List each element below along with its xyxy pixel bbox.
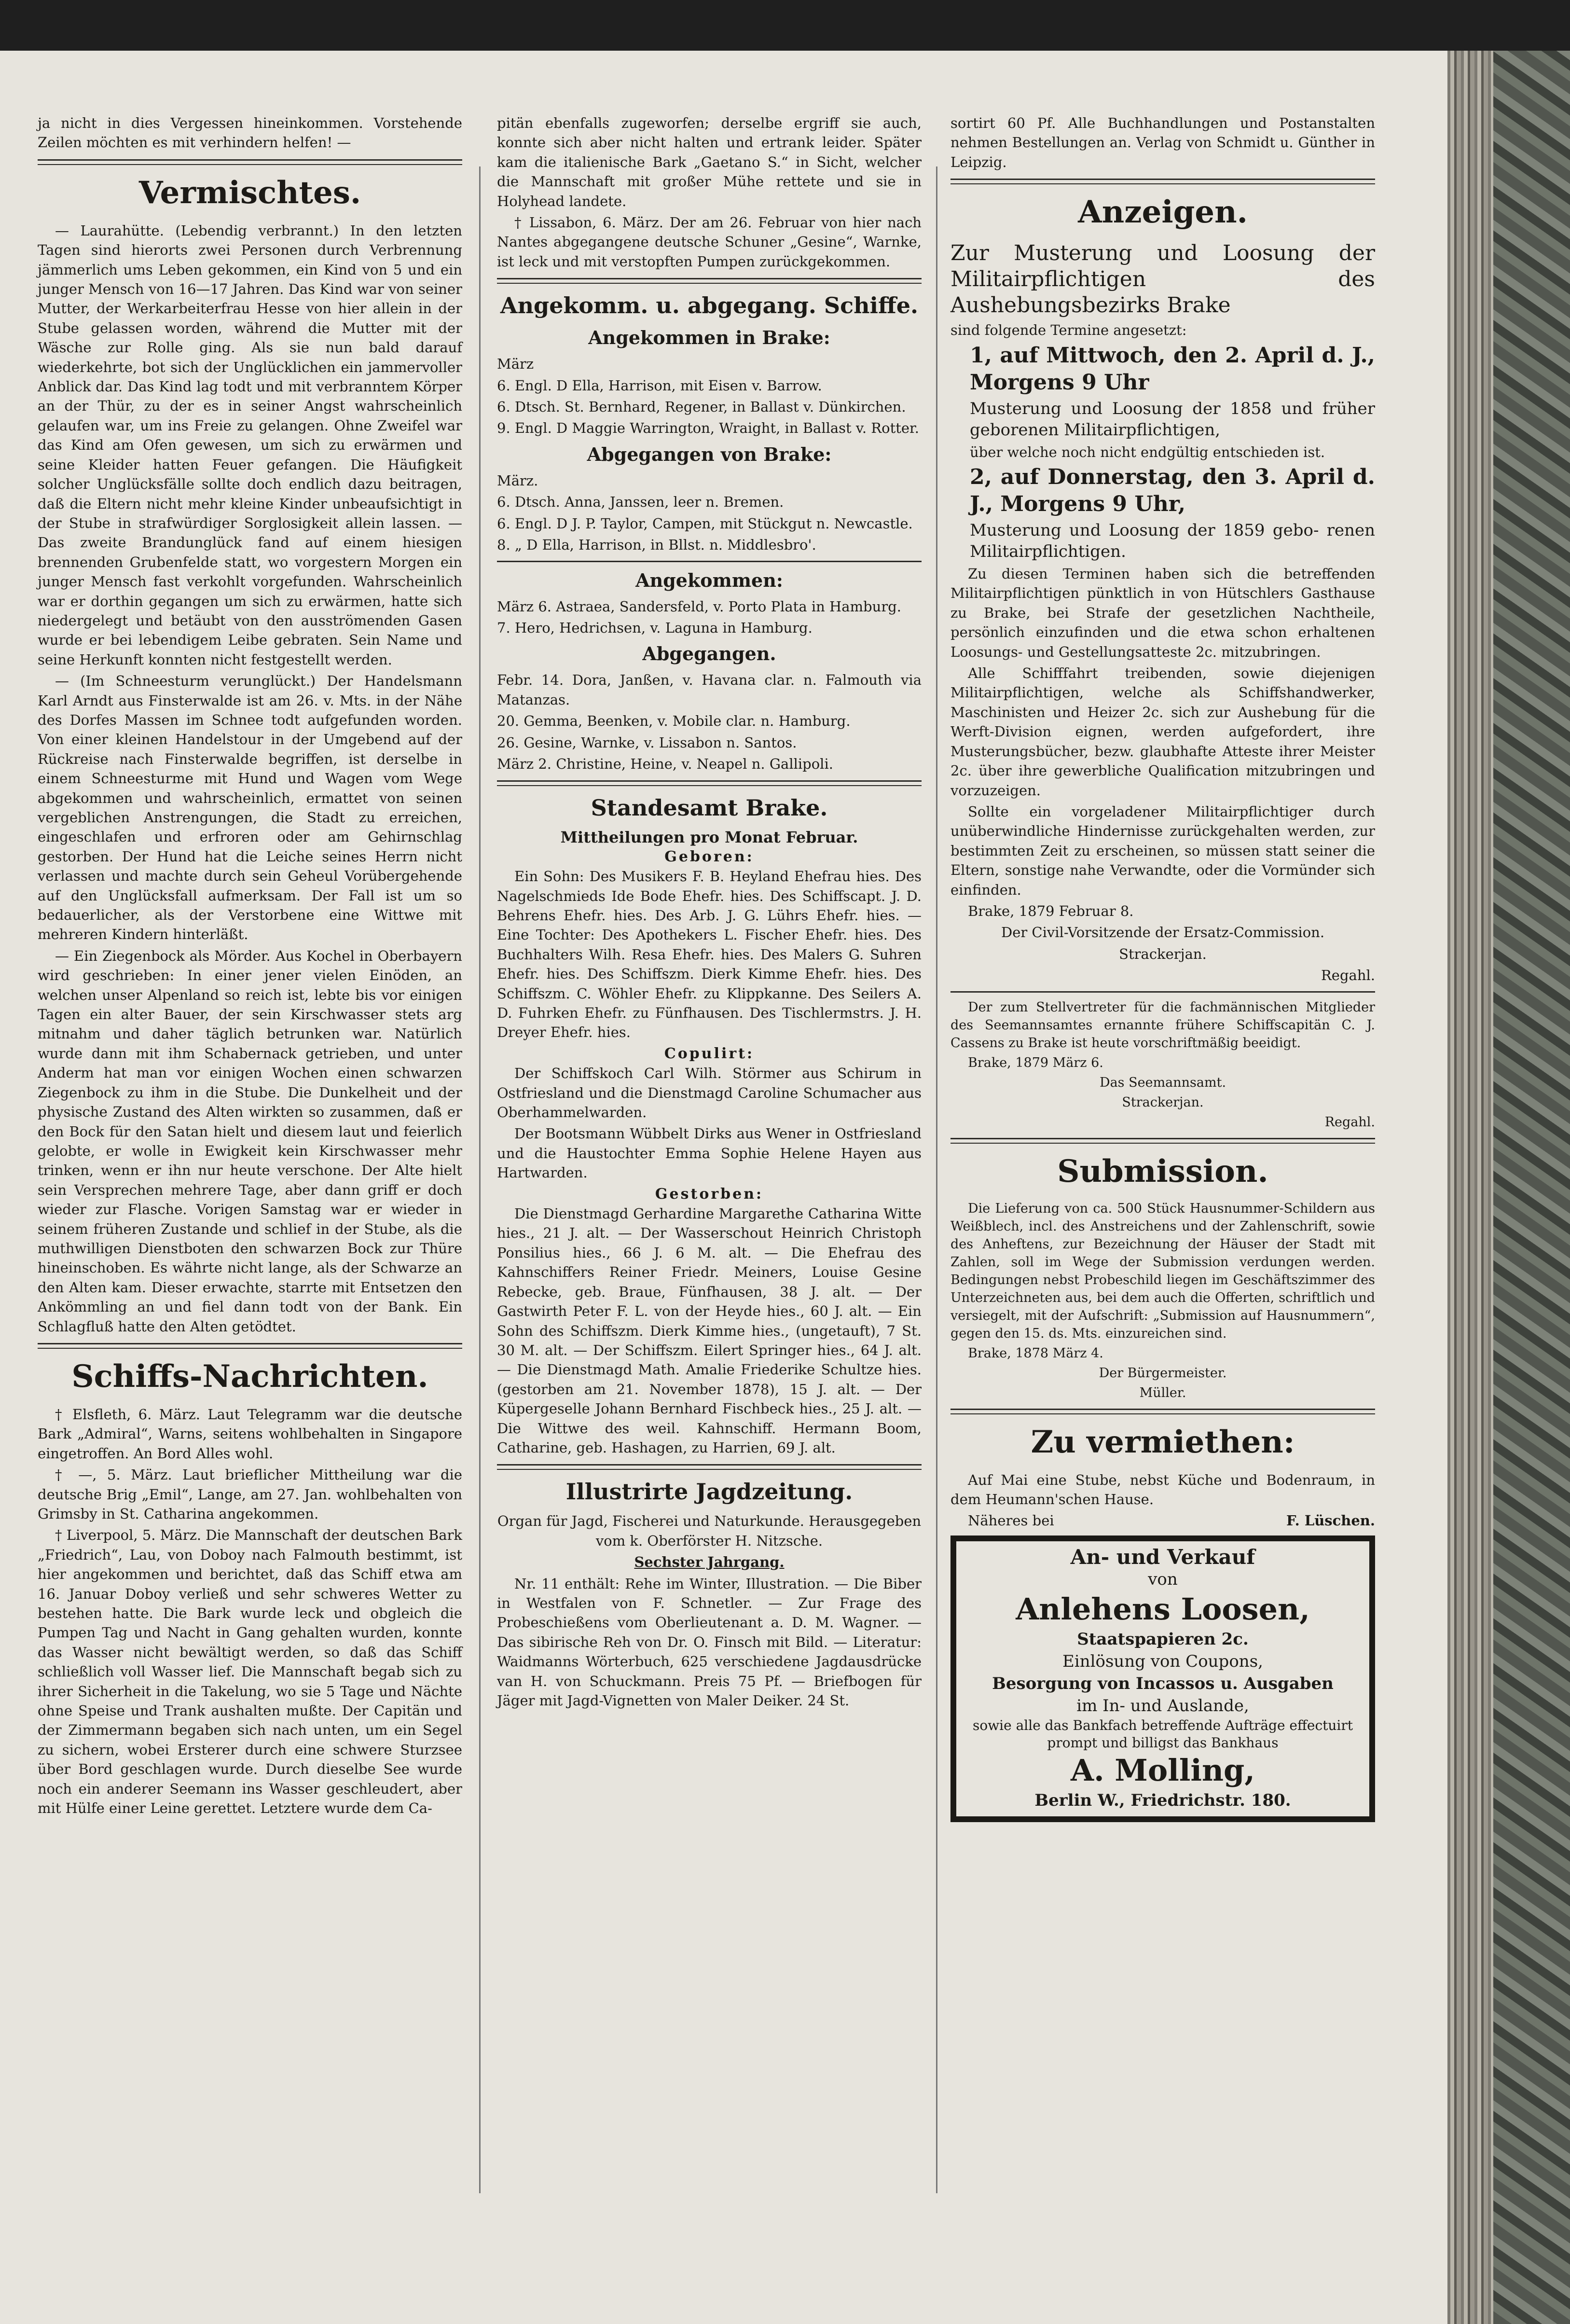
sub-heading: Mittheilungen pro Monat Februar. <box>560 828 858 847</box>
section-heading: Submission. <box>1057 1153 1268 1190</box>
paragraph: Sollte ein vorgeladener Militairpflichtiger durch unüberwindliche Hindernisse zurückgehalten werden, zur bestimmten Zeit zu erscheinen, so müssen statt seiner die Eltern, sonstige nahe Verwandte, oder die Vormünder sich einfinden. <box>950 803 1375 898</box>
divider <box>497 780 922 786</box>
paragraph: sind folgende Termine angesetzt: <box>950 322 1187 339</box>
paragraph: Musterung und Loosung der 1858 und früher geborenen Militairpflichtigen, <box>970 399 1375 440</box>
section-heading: Schiffs-Nachrichten. <box>71 1358 428 1395</box>
paragraph: Sechster Jahrgang. <box>634 1554 785 1571</box>
signature: Strackerjan. <box>1122 1094 1204 1110</box>
contact-label: Näheres bei <box>968 1512 1054 1529</box>
paragraph: Auf Mai eine Stube, nebst Küche und Bodenraum, in dem Heumann'schen Hause. <box>950 1471 1375 1508</box>
sub-heading: Copulirt: <box>664 1045 755 1062</box>
ship-entry: 26. Gesine, Warnke, v. Lissabon n. Santos. <box>497 734 797 751</box>
ad-line: An- und Verkauf <box>1070 1545 1255 1569</box>
signature: Regahl. <box>1321 967 1375 984</box>
paragraph: sortirt 60 Pf. Alle Buchhandlungen und Postanstalten nehmen Bestellungen an. Verlag von Schmidt u. Günther in Leipzig. <box>950 115 1375 170</box>
paragraph: Der Civil-Vorsitzende der Ersatz-Commission. <box>1001 924 1325 941</box>
section-heading: Illustrirte Jagdzeitung. <box>565 1479 853 1505</box>
ship-entry: 6. Engl. D Ella, Harrison, mit Eisen v. Barrow. <box>497 377 822 394</box>
divider <box>497 1464 922 1470</box>
paragraph: über welche noch nicht endgültig entschieden ist. <box>970 443 1325 460</box>
paragraph: Organ für Jagd, Fischerei und Naturkunde. Herausgegeben vom k. Oberförster H. Nitzsche. <box>497 1513 922 1549</box>
ad-address: Berlin W., Friedrichstr. 180. <box>1034 1790 1291 1810</box>
ship-entry: 7. Hero, Hedrichsen, v. Laguna in Hamburg. <box>497 619 813 636</box>
ad-line: von <box>1148 1569 1178 1589</box>
ship-entry: März 2. Christine, Heine, v. Neapel n. Gallipoli. <box>497 755 833 772</box>
ship-entry: März 6. Astraea, Sandersfeld, v. Porto Plata in Hamburg. <box>497 598 901 615</box>
paragraph: Musterung und Loosung der 1859 gebo- renen Militairpflichtigen. <box>970 521 1375 562</box>
paragraph: Der Bürgermeister. <box>1099 1365 1227 1381</box>
date-entry: 2, auf Donnerstag, den 3. April d. J., Morgens 9 Uhr, <box>970 465 1375 517</box>
ship-entry: 8. „ D Ella, Harrison, in Bllst. n. Middlesbro'. <box>497 537 816 553</box>
ad-line: Staatspapieren 2c. <box>1077 1629 1249 1649</box>
column-divider-1 <box>479 166 481 2193</box>
paragraph: Brake, 1879 März 6. <box>968 1055 1103 1070</box>
section-heading: Anzeigen. <box>1078 194 1248 231</box>
ship-entry: 9. Engl. D Maggie Warrington, Wraight, in Ballast v. Rotter. <box>497 420 919 437</box>
sub-heading: Angekommen in Brake: <box>588 327 830 349</box>
signature: Müller. <box>1139 1385 1186 1400</box>
date-entry: 1, auf Mittwoch, den 2. April d. J., Morgens 9 Uhr <box>970 343 1375 395</box>
divider <box>497 561 922 562</box>
ship-entry: 6. Dtsch. Anna, Janssen, leer n. Bremen. <box>497 494 784 511</box>
sub-heading: Abgegangen. <box>642 643 776 665</box>
paragraph: Ein Sohn: Des Musikers F. B. Heyland Ehefrau hies. Des Nagelschmieds Ide Bode Ehefr. hies. Des Schiffscapt. J. D. Behrens Ehefr. hies. Des Arb. J. G. Lührs Ehefr. hies. — Eine Tochter: Des Apothekers L. Fischer Ehefr. hies. Des Buchhalters Wilh. Resa Ehefr. hies. Des Malers G. Suhren Ehefr. hies. Des Schiffszm. Dierk Kimme Ehefr. hies. Des Schiffszm. C. Wöhler Ehefr. zu Klippkanne. Des Seilers A. D. Fuhrken Ehefr. zu Fünfhausen. Des Tischlermstrs. J. H. Dreyer Ehefr. hies. <box>497 868 922 1041</box>
paragraph: ja nicht in dies Vergessen hineinkommen. Vorstehende Zeilen möchten es mit verhindern helfen! — <box>38 115 462 151</box>
signature: Regahl. <box>1324 1114 1375 1130</box>
paragraph: † Elsfleth, 6. März. Laut Telegramm war die deutsche Bark „Admiral“, Warns, seitens wohlbehalten in Singapore eingetroffen. An Bord Alles wohl. <box>38 1406 462 1462</box>
divider <box>950 1409 1375 1414</box>
ship-entry: Febr. 14. Dora, Janßen, v. Havana clar. n. Falmouth via Matanzas. <box>497 672 922 708</box>
contact-name: F. Lüschen. <box>1286 1512 1375 1529</box>
paragraph: † Liverpool, 5. März. Die Mannschaft der deutschen Bark „Friedrich“, Lau, von Doboy nach Falmouth bestimmt, ist hier angekommen und berichtet, daß das Schiff etwa am 16. Januar Doboy verließ und sehr schweres Wetter zu bestehen hatte. Die Bark wurde leck und obgleich die Pumpen Tag und Nacht in Gang gehalten wurden, konnte das Wasser nicht bewältigt werden, so daß das Schiff schließlich voll Wasser lief. Die Mannschaft begab sich zu ihrer Sicherheit in die Takelung, wo sie 5 Tage und Nächte ohne Speise und Trank aushalten mußte. Der Capitän und der Zimmermann begaben sich nach unten, um ein Segel zu sichern, wobei Ersterer durch eine schwere Sturzsee über Bord geschlagen wurde. Durch dieselbe See wurde noch ein anderer Seemann ins Wasser geschleudert, aber mit Hülfe einer Leine gerettet. Letztere wurde dem Ca- <box>38 1527 463 1817</box>
paragraph: † —, 5. März. Laut brieflicher Mittheilung war die deutsche Brig „Emil“, Lange, am 27. Jan. wohlbehalten von Grimsby in St. Catharina angekommen. <box>38 1466 462 1522</box>
ad-line: Einlösung von Coupons, <box>1062 1651 1263 1671</box>
paragraph: Nr. 11 enthält: Rehe im Winter, Illustration. — Die Biber in Westfalen von F. Schnetler. — Zur Frage des Probeschießens vom Oberlieutenant a. D. M. Wagner. — Das sibirische Reh von Dr. O. Finsch mit Bild. — Literatur: Waidmanns Wörterbuch, 625 verschiedene Jagdausdrücke van H. von Schuckmann. Preis 75 Pf. — Briefbogen für Jäger mit Jagd-Vignetten von Maler Deiker. 24 St. <box>497 1575 922 1709</box>
paragraph: Die Dienstmagd Gerhardine Margarethe Catharina Witte hies., 21 J. alt. — Der Wasserschout Heinrich Christoph Ponsilius hies., 66 J. 6 M. alt. — Die Ehefrau des Kahnschiffers Reiner Friedr. Meiners, Louise Gesine Rebecke, geb. Braue, Fünfhausen, 38 J. alt. — Der Gastwirth Peter F. L. von der Heyde hies., 60 J. alt. — Ein Sohn des Schiffszm. Dierk Kimme hies., (ungetauft), 7 St. 30 M. alt. — Der Schiffszm. Eilert Springer hies., 64 J. alt. — Die Dienstmagd Math. Amalie Friederike Schultze hies. (gestorben am 21. November 1878), 15 J. alt. — Der Küpergeselle Johann Bernhard Fischbeck hies., 25 J. alt. — Die Wittwe des weil. Kahnschiff. Hermann Boom, Catharine, geb. Hashagen, zu Harrien, 69 J. alt. <box>497 1205 922 1456</box>
paragraph: Brake, 1878 März 4. <box>968 1345 1103 1361</box>
column-divider-2 <box>936 166 937 2193</box>
contact-line <box>950 1511 1375 1530</box>
paragraph: Alle Schifffahrt treibenden, sowie diejenigen Militairpflichtigen, welche als Schiffshandwerker, Maschinisten und Heizer 2c. sich zur Aushebung für die Werft-Division eignen, werden aufgefordert, ihre Musterungsbücher, bezw. glaubhafte Atteste ihrer Meister 2c. über ihre gewerbliche Qualification mitzubringen und vorzuzeigen. <box>950 665 1375 799</box>
divider <box>497 278 922 284</box>
sub-heading: Gestorben: <box>655 1185 764 1203</box>
divider <box>950 1138 1375 1144</box>
sub-heading: Geboren: <box>664 848 754 865</box>
ad-line: im In- und Auslande, <box>1076 1696 1249 1715</box>
paragraph: Zu diesen Terminen haben sich die betreffenden Militairpflichtigen pünktlich in von Hütschlers Gasthause zu Brake, bei Strafe der gesetzlichen Nachtheile, persönlich einzufinden und die etwa schon erhaltenen Loosungs- und Gestellungsatteste 2c. mitzubringen. <box>950 566 1375 660</box>
ad-headline: Anlehens Loosen, <box>1016 1591 1310 1627</box>
paragraph: Brake, 1879 Februar 8. <box>968 902 1134 919</box>
sub-heading: Abgegangen von Brake: <box>587 443 832 465</box>
marbled-cover <box>1493 51 1570 2324</box>
ship-entry: 20. Gemma, Beenken, v. Mobile clar. n. Hamburg. <box>497 713 851 730</box>
paragraph: Der Schiffskoch Carl Wilh. Störmer aus Schirum in Ostfriesland und die Dienstmagd Caroline Schumacher aus Oberhammelwarden. <box>497 1065 922 1121</box>
divider <box>38 1343 462 1349</box>
month-label: März <box>497 356 534 373</box>
top-bar <box>0 0 1570 51</box>
paragraph: — Ein Ziegenbock als Mörder. Aus Kochel in Oberbayern wird geschrieben: In einer jener vielen Einöden, an welchen unser Alpenland so reich ist, lebte bis vor einigen Tagen ein alter Bauer, der sein Kirschwasser stets arg mitnahm und daher täglich betrunken war. Natürlich wurde dann mit ihm Schabernack getrieben, und unter Anderm hat man vor einigen Wochen einen schwarzen Ziegenbock zu ihm in die Stube. Die Dunkelheit und der physische Zustand des Alten wirkten so zusammen, daß er den Bock für den Satan hielt und diesem laut und feierlich gelobte, er wolle in Ewigkeit kein Kirschwasser mehr trinken, wenn er ihn nur heute verschone. Der Alte hielt sein Versprechen mehrere Tage, aber dann griff er doch wieder zur Flasche. Vorigen Samstag war er wieder in seinem früheren Zustande und schlief in der Stube, als die muthwilligen Dienstboten den schwarzen Bock zur Thüre hineinschoben. Es währte nicht lange, als der Schwarze an den Alten kam. Dieser erwachte, starrte mit Entsetzen den Ankömmling an und fiel dann todt von der Bank. Ein Schlagfluß hatte den Alten getödtet. <box>38 947 462 1335</box>
divider <box>950 991 1375 993</box>
signature: Strackerjan. <box>1119 945 1207 962</box>
ad-bank-name: A. Molling, <box>1071 1752 1255 1788</box>
paragraph: Der zum Stellvertreter für die fachmännischen Mitglieder des Seemannsamtes ernannte frühere Schiffscapitän C. J. Cassens zu Brake ist heute vorschriftmäßig beeidigt. <box>950 999 1375 1051</box>
section-heading: Angekomm. u. abgegang. Schiffe. <box>500 292 919 319</box>
ship-entry: 6. Engl. D J. P. Taylor, Campen, mit Stückgut n. Newcastle. <box>497 515 913 532</box>
newspaper-page <box>0 51 1447 2324</box>
paragraph: Die Lieferung von ca. 500 Stück Hausnummer-Schildern aus Weißblech, incl. des Anstreichens und der Zahlenschrift, sowie des Anheftens, zur Bezeichnung der Häuser der Stadt mit Zahlen, soll im Wege der Submission verdungen werden. Bedingungen nebst Probeschild liegen im Geschäftszimmer des Unterzeichneten aus, bei dem auch die Offerten, schriftlich und versiegelt, mit der Aufschrift: „Submission auf Hausnummern“, gegen den 15. ds. Mts. einzureichen sind. <box>950 1201 1375 1341</box>
paragraph: — (Im Schneesturm verunglückt.) Der Handelsmann Karl Arndt aus Finsterwalde ist am 26. v. Mts. in der Nähe des Dorfes Massen im Schnee todt aufgefunden worden. Von einer kleinen Handelstour in der Umgebend auf der Rückreise nach Finsterwalde begriffen, ist derselbe in einem Schneesturme mit Hund und Wagen vom Wege abgekommen und wahrscheinlich, ermattet von seinen vergeblichen Anstrengungen, die Stadt zu erreichen, eingeschlafen und erfroren oder am Gehirnschlag gestorben. Der Hund hat die Leiche seines Herrn nicht verlassen und machte durch sein Geheul Vorübergehende auf den Unglücksfall aufmerksam. Der Fall ist um so bedauerlicher, als der Verstorbene eine Wittwe mit mehreren Kindern hinterläßt. <box>38 673 462 943</box>
column-2 <box>497 113 922 1712</box>
paragraph: pitän ebenfalls zugeworfen; derselbe ergriff sie auch, konnte sich aber nicht halten und ertrank leider. Später kam die italienische Bark „Gaetano S.“ in Sicht, welcher die Mannschaft mit großer Mühe rettete und sie in Holyhead landete. <box>497 115 922 209</box>
paragraph: Das Seemannsamt. <box>1099 1075 1226 1090</box>
paragraph: † Lissabon, 6. März. Der am 26. Februar von hier nach Nantes abgegangene deutsche Schuner „Gesine“, Warnke, ist leck und mit verstopften Pumpen zurückgekommen. <box>497 214 922 270</box>
divider <box>38 159 462 165</box>
bank-advertisement <box>950 1536 1375 1822</box>
ship-entry: 6. Dtsch. St. Bernhard, Regener, in Ballast v. Dünkirchen. <box>497 399 906 415</box>
paragraph: — Laurahütte. (Lebendig verbrannt.) In den letzten Tagen sind hierorts zwei Personen durch Verbrennung jämmerlich ums Leben gekommen, ein Kind von 5 und ein junger Mensch von 16—17 Jahren. Das Kind war von seiner Mutter, der Werkarbeiterfrau Hesse von hier allein in der Stube gelassen worden, während die Mutter mit der Wäsche zur Rolle ging. Als sie nun bald darauf wiederkehrte, bot sich der Unglücklichen ein jammervoller Anblick dar. Das Kind lag todt und mit verbranntem Körper an der Thür, zu der es in seiner Angst wahrscheinlich gelaufen war, um ins Freie zu gelangen. Ohne Zweifel war das Kind am Ofen gewesen, um sich zu erwärmen und seine Kleider hatten Feuer gefangen. Die Häufigkeit solcher Unglücksfälle sollte doch endlich dazu beitragen, daß die Eltern nicht mehr kleine Kinder unbeaufsichtigt in der Stube in strafwürdiger Sorglosigkeit allein lassen. — Das zweite Brandunglück fand auf einem hiesigen brennenden Grubenfelde statt, wo vorgestern Morgen ein junger Mensch fast verkohlt vorgefunden. Wahrscheinlich war er dorthin gegangen um sich zu erwärmen, hatte sich niedergelegt und betäubt von den ausströmenden Gasen wurde er bei lebendigem Leibe gebraten. Sein Name und seine Herkunft konnten nicht festgestellt werden. <box>38 222 462 668</box>
ad-line: sowie alle das Bankfach betreffende Aufträge effectuirt prompt und billigst das Bankhaus <box>972 1717 1353 1751</box>
ad-line: Besorgung von Incassos u. Ausgaben <box>992 1674 1334 1693</box>
section-heading: Standesamt Brake. <box>591 795 828 821</box>
column-1 <box>38 113 462 1820</box>
paragraph: Der Bootsmann Wübbelt Dirks aus Wener in Ostfriesland und die Haustochter Emma Sophie Helene Hayen aus Hartwarden. <box>497 1125 922 1181</box>
section-heading: Vermischtes. <box>138 174 361 211</box>
month-label: März. <box>497 472 538 489</box>
divider <box>950 179 1375 184</box>
sub-heading: Angekommen: <box>635 569 783 591</box>
column-3 <box>950 113 1375 1822</box>
notice-title: Zur Musterung und Loosung der Militairpflichtigen des Aushebungsbezirks Brake <box>950 241 1375 318</box>
book-edge <box>1447 51 1570 2324</box>
section-heading: Zu vermiethen: <box>1031 1424 1295 1460</box>
